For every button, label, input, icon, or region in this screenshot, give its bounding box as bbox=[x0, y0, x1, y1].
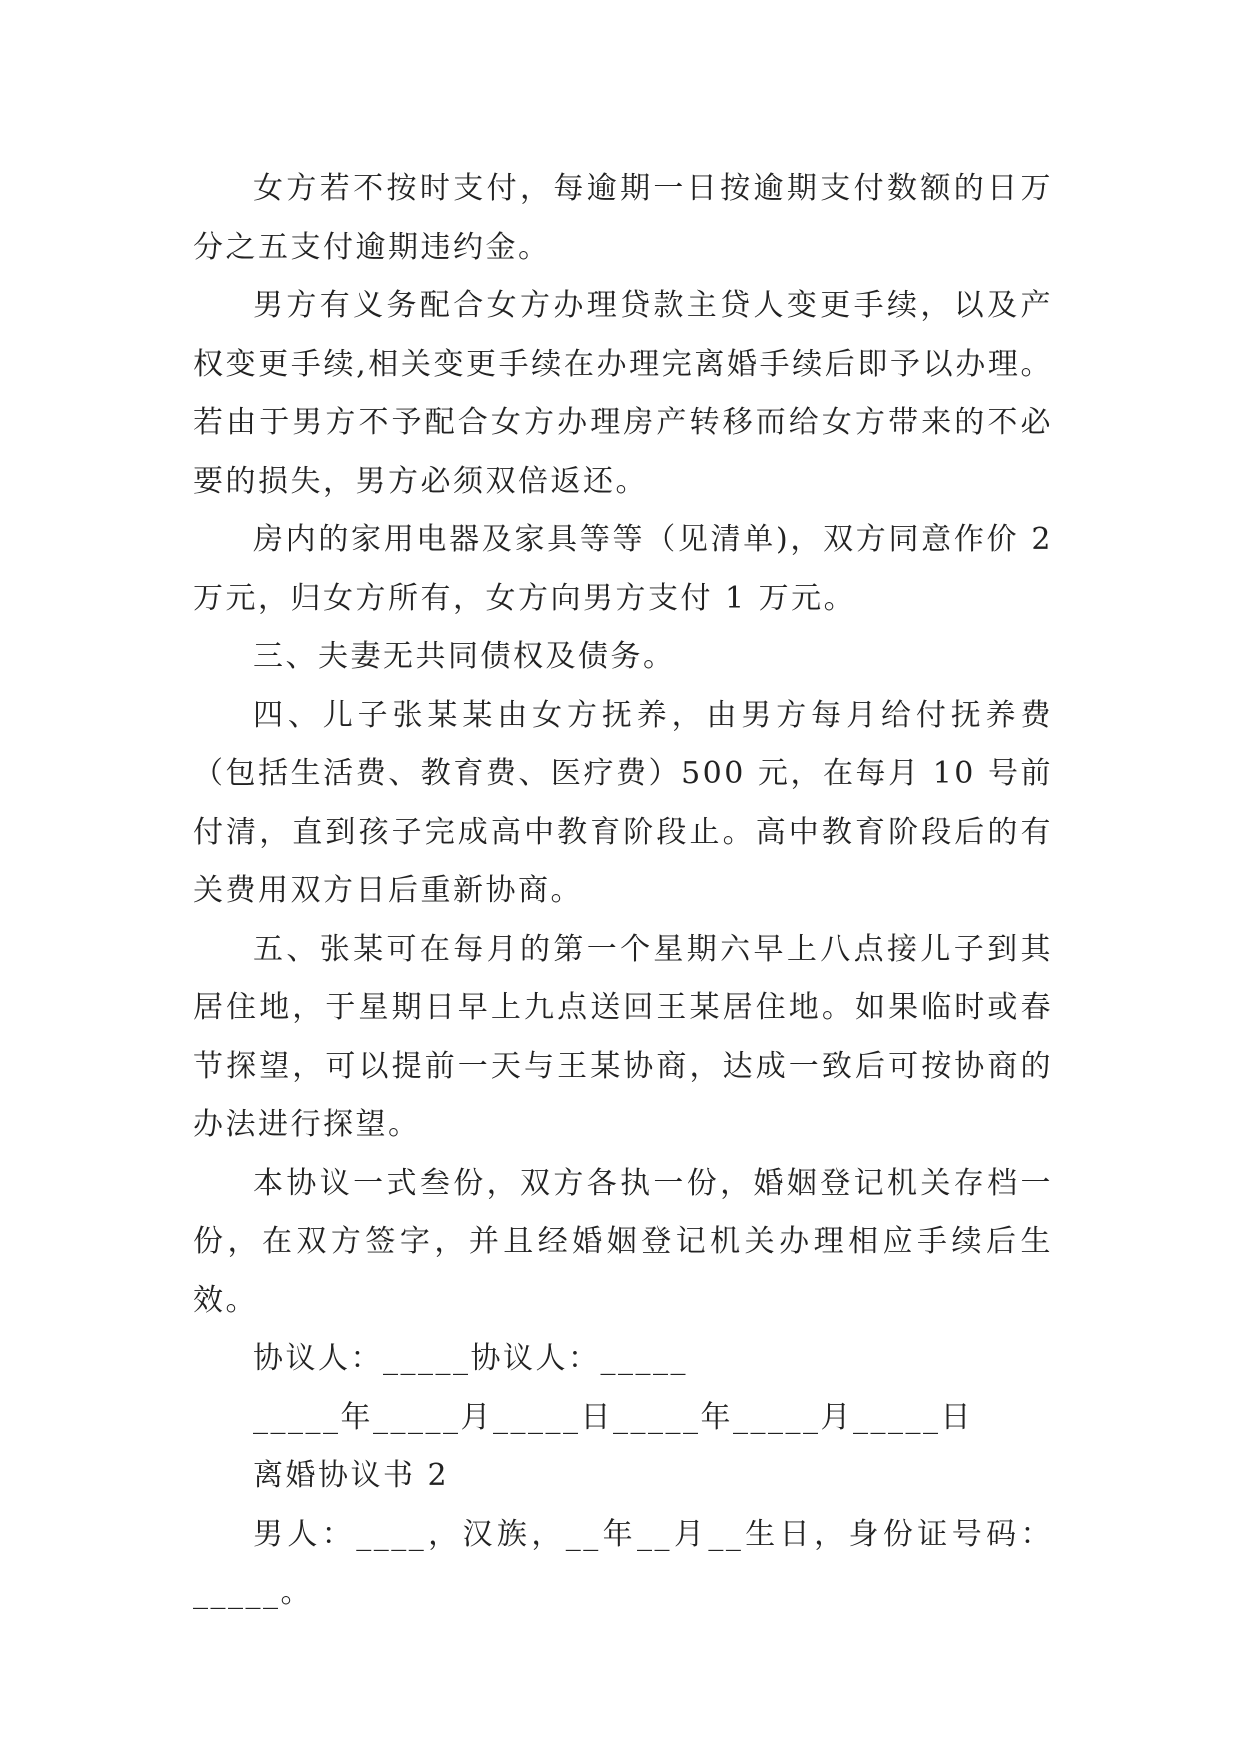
paragraph-copies-and-effect: 本协议一式叁份，双方各执一份，婚姻登记机关存档一份，在双方签字，并且经婚姻登记机关办理相应手续后生效。 bbox=[193, 1165, 1053, 1318]
date-line: _____年_____月_____日_____年_____月_____日 bbox=[253, 1399, 973, 1435]
paragraph-clause-three-debts: 三、夫妻无共同债权及债务。 bbox=[253, 639, 676, 674]
paragraph-appliances-furniture: 房内的家用电器及家具等等（见清单)，双方同意作价 2 万元，归女方所有，女方向男方支付 1 万元。 bbox=[193, 522, 1066, 616]
paragraph-late-payment-penalty: 女方若不按时支付，每逾期一日按逾期支付数额的日万分之五支付逾期违约金。 bbox=[193, 171, 1053, 265]
section-title-agreement-2: 离婚协议书 2 bbox=[253, 1458, 450, 1493]
document-body bbox=[193, 160, 1066, 1623]
paragraph-property-transfer-duty: 男方有义务配合女方办理贷款主贷人变更手续，以及产权变更手续,相关变更手续在办理完离婚手续后即予以办理。若由于男方不予配合女方办理房产转移而给女方带来的不必要的损失，男方必须双倍返还。 bbox=[193, 288, 1053, 499]
signature-line: 协议人：_____协议人：_____ bbox=[253, 1341, 688, 1376]
paragraph-clause-five-visitation: 五、张某可在每月的第一个星期六早上八点接儿子到其居住地，于星期日早上九点送回王某居住地。如果临时或春节探望，可以提前一天与王某协商，达成一致后可按协商的办法进行探望。 bbox=[193, 931, 1053, 1142]
paragraph-male-party-info: 男人：____，汉族，__年__月__生日，身份证号码：_____。 bbox=[193, 1516, 1053, 1610]
paragraph-clause-four-child-support: 四、儿子张某某由女方抚养，由男方每月给付抚养费（包括生活费、教育费、医疗费）500 元，在每月 10 号前付清，直到孩子完成高中教育阶段止。高中教育阶段后的有关费用双方日后重新协商。 bbox=[193, 697, 1053, 908]
